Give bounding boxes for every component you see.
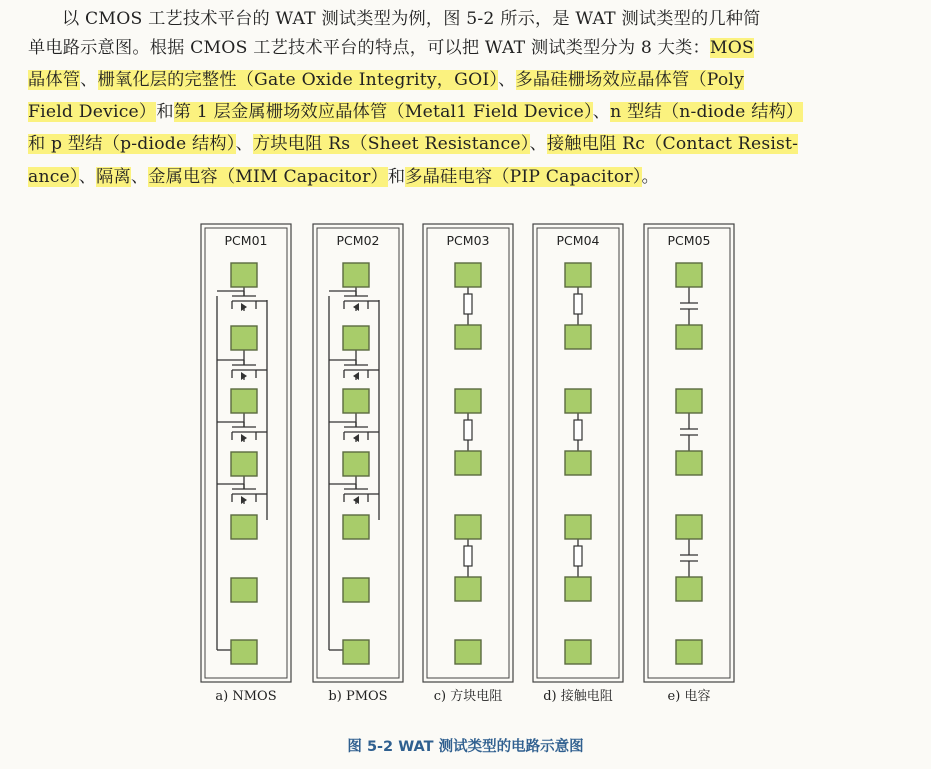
pad xyxy=(231,452,257,476)
column-caption: b) PMOS xyxy=(328,689,388,704)
pad xyxy=(343,640,369,664)
pad xyxy=(565,515,591,539)
pad xyxy=(455,515,481,539)
text-span: 和 xyxy=(156,102,174,122)
highlighted-text: 多晶硅栅场效应晶体管（Poly xyxy=(515,70,745,90)
pad xyxy=(455,451,481,475)
highlighted-text: MOS xyxy=(709,38,754,58)
text-span: 。 xyxy=(641,167,660,187)
text-span: 、 xyxy=(498,70,516,90)
highlighted-text: 金属电容（MIM Capacitor） xyxy=(148,167,388,187)
column-caption: e) 电容 xyxy=(667,689,711,704)
pcm-label: PCM04 xyxy=(556,233,600,248)
highlighted-text: Field Device） xyxy=(28,102,157,122)
resistor xyxy=(574,546,582,566)
pad xyxy=(455,325,481,349)
text-span: 单电路示意图。根据 CMOS 工艺技术平台的特点，可以把 WAT 测试类型分为 8 大类： xyxy=(28,38,710,58)
pcm-label: PCM01 xyxy=(224,233,268,248)
pad xyxy=(565,640,591,664)
pad xyxy=(676,325,702,349)
highlighted-text: ance） xyxy=(28,167,79,187)
text-span: 、 xyxy=(80,70,98,90)
pad xyxy=(343,515,369,539)
pad xyxy=(343,263,369,287)
column-caption: d) 接触电阻 xyxy=(543,689,613,704)
pcm-label: PCM03 xyxy=(446,233,490,248)
pad xyxy=(343,389,369,413)
pad xyxy=(231,515,257,539)
highlighted-text: 隔离 xyxy=(96,167,131,187)
pad xyxy=(676,640,702,664)
pad xyxy=(231,389,257,413)
highlighted-text: 多晶硅电容（PIP Capacitor） xyxy=(405,167,642,187)
highlighted-text: 接触电阻 Rc（Contact Resist- xyxy=(546,134,799,154)
pcm-label: PCM02 xyxy=(336,233,380,248)
pad xyxy=(455,263,481,287)
text-span: 、 xyxy=(529,134,547,154)
resistor xyxy=(574,420,582,440)
pad xyxy=(676,577,702,601)
highlighted-text: 栅氧化层的完整性（Gate Oxide Integrity，GOI） xyxy=(97,70,499,90)
resistor xyxy=(464,294,472,314)
resistor xyxy=(574,294,582,314)
text-span: 、 xyxy=(78,167,97,187)
pad xyxy=(231,326,257,350)
highlighted-text: n 型结（n-diode 结构） xyxy=(610,102,804,122)
pad xyxy=(676,515,702,539)
text-span: 和 xyxy=(387,167,406,187)
text-span: 、 xyxy=(592,102,611,122)
pad xyxy=(676,263,702,287)
pad xyxy=(565,451,591,475)
column-caption: a) NMOS xyxy=(215,689,277,704)
pad xyxy=(343,452,369,476)
pad xyxy=(231,578,257,602)
pad xyxy=(565,577,591,601)
highlighted-text: 和 p 型结（p-diode 结构） xyxy=(28,134,236,154)
pad xyxy=(565,389,591,413)
text-span: 以 CMOS 工艺技术平台的 WAT 测试类型为例，图 5-2 所示，是 WAT 测试类型的几种简 xyxy=(62,9,761,29)
pad xyxy=(343,578,369,602)
pad xyxy=(343,326,369,350)
pad xyxy=(455,577,481,601)
pad xyxy=(231,640,257,664)
pad xyxy=(455,640,481,664)
pad xyxy=(565,263,591,287)
pad xyxy=(565,325,591,349)
column-caption: c) 方块电阻 xyxy=(433,689,503,704)
text-span: 、 xyxy=(235,134,253,154)
highlighted-text: 晶体管 xyxy=(28,70,81,90)
pad xyxy=(676,451,702,475)
pcm-label: PCM05 xyxy=(667,233,711,248)
highlighted-text: 方块电阻 Rs（Sheet Resistance） xyxy=(252,134,530,154)
pad xyxy=(455,389,481,413)
resistor xyxy=(464,420,472,440)
pad xyxy=(231,263,257,287)
pad xyxy=(676,389,702,413)
text-span: 、 xyxy=(130,167,149,187)
resistor xyxy=(464,546,472,566)
figure-caption: 图 5-2 WAT 测试类型的电路示意图 xyxy=(347,739,584,755)
highlighted-text: 第 1 层金属栅场效应晶体管（Metal1 Field Device） xyxy=(173,102,593,122)
